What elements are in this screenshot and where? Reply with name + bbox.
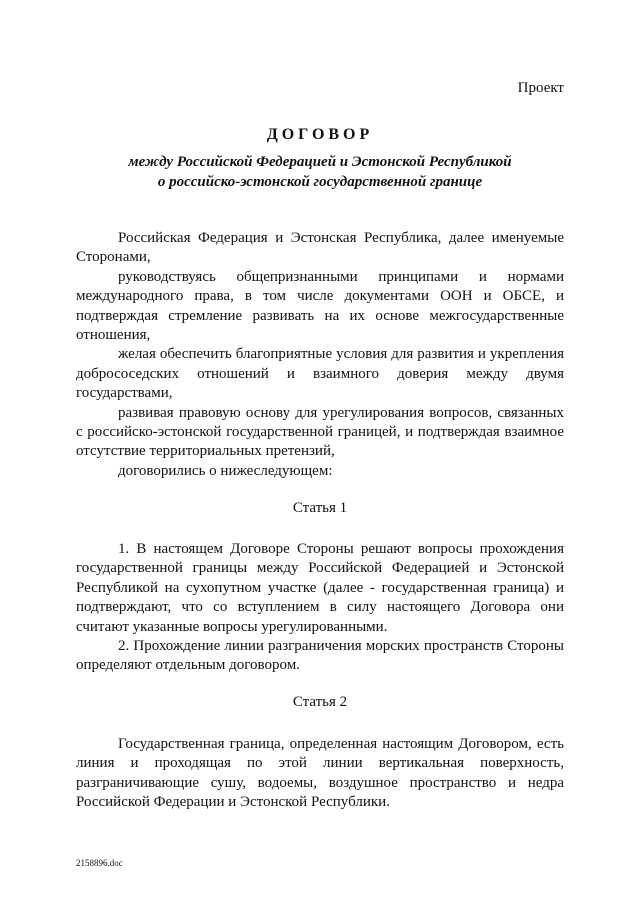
document-subtitle — [0, 152, 640, 192]
draft-label: Проект — [517, 80, 564, 96]
document-title: ДОГОВОР — [266, 126, 374, 143]
article-2-body — [76, 735, 564, 813]
preamble-paragraph: договорились о нижеследующем: — [118, 462, 333, 479]
article-1-heading: Статья 1 — [292, 500, 348, 516]
article-1-paragraph: 1. В настоящем Договоре Стороны решают вопросы прохождения государственной границы между Российской Федерацией и Эстонской Республикой на сухопутном участке (далее - государственная граница) и подтверждают, что со вступлением в силу настоящего Договора они считают указанные вопросы урегулированными. — [76, 541, 564, 635]
subtitle-line: о российско-эстонской государственной границе — [157, 174, 483, 190]
subtitle-line: между Российской Федерацией и Эстонской Республикой — [128, 154, 512, 170]
article-1-body — [76, 540, 564, 676]
article-2-paragraph: Государственная граница, определенная настоящим Договором, есть линия и проходящая по этой линии вертикальная поверхность, разграничивающие сушу, водоемы, воздушное пространство и недра Российской Федерации и Эстонской Республики. — [76, 736, 564, 811]
article-1-paragraph: 2. Прохождение линии разграничения морских пространств Стороны определяют отдельным договором. — [76, 638, 564, 674]
preamble-paragraph: развивая правовую основу для урегулирования вопросов, связанных с российско-эстонской государственной границей, и подтверждая взаимное отсутствие территориальных претензий, — [76, 404, 564, 460]
article-2-heading: Статья 2 — [292, 694, 348, 710]
preamble-paragraph: желая обеспечить благоприятные условия для развития и укрепления добрососедских отношений и взаимного доверия между двумя государствами, — [76, 346, 564, 402]
preamble-paragraph: Российская Федерация и Эстонская Республика, далее именуемые Сторонами, — [76, 230, 564, 266]
file-reference: 2158896.doc — [76, 858, 123, 868]
preamble — [76, 229, 564, 481]
preamble-paragraph: руководствуясь общепризнанными принципами и нормами международного права, в том числе документами ООН и ОБСЕ, и подтверждая стремление развивать на их основе межгосударственные отношения, — [76, 268, 564, 344]
